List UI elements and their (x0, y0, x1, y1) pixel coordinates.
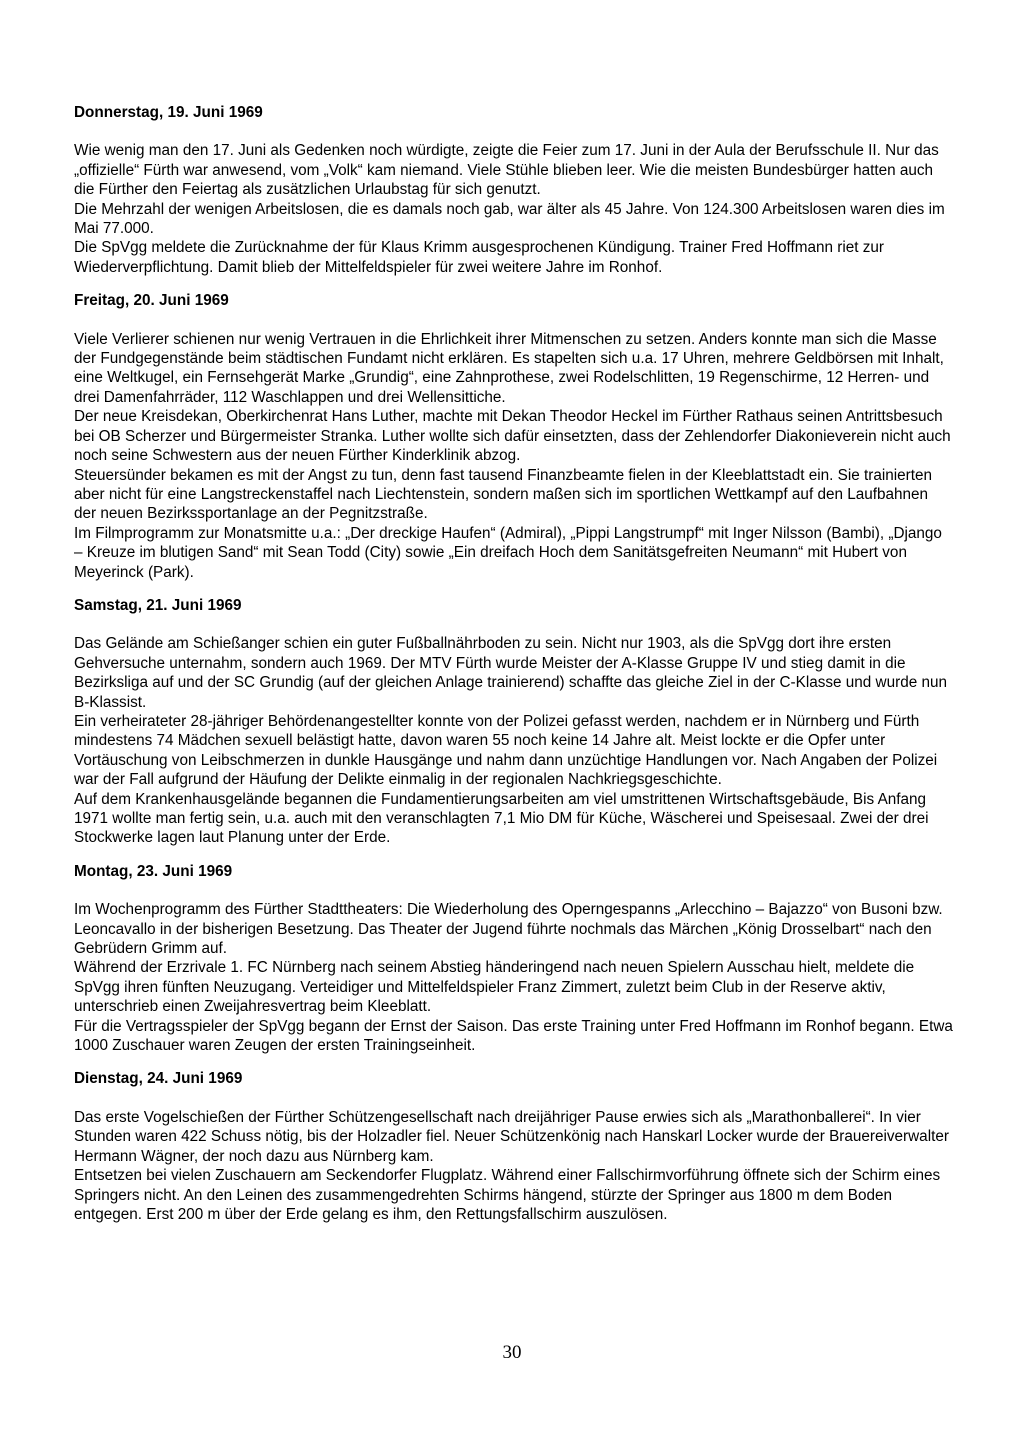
entry-body (74, 900, 954, 1055)
entry-paragraph: Viele Verlierer schienen nur wenig Vertrauen in die Ehrlichkeit ihrer Mitmenschen zu setzen. Anders konnte man sich die Masse der Fundgegenstände beim städtischen Fundamt nicht erklären. Es stapelten sich u.a. 17 Uhren, mehrere Geldbörsen mit Inhalt, eine Weltkugel, ein Fernsehgerät Marke „Grundig“, eine Zahnprothese, zwei Rodelschlitten, 19 Regenschirme, 12 Herren- und drei Damenfahrräder, 112 Waschlappen und drei Wellensittiche. (74, 330, 944, 406)
entry-paragraph: Die SpVgg meldete die Zurücknahme der für Klaus Krimm ausgesprochenen Kündigung. Trainer Fred Hoffmann riet zur Wiederverpflichtung. Damit blieb der Mittelfeldspieler für zwei weitere Jahre im Ronhof. (74, 239, 885, 276)
entry-1969-06-19 (74, 103, 954, 277)
entry-paragraph: Entsetzen bei vielen Zuschauern am Seckendorfer Flugplatz. Während einer Fallschirmvorführung öffnete sich der Schirm eines Springers nicht. An den Leinen des zusammengedrehten Schirms hängend, stürzte der Springer aus 1800 m dem Boden entgegen. Erst 200 m über der Erde gelang es ihm, den Rettungsfallschirm auszulösen. (74, 1167, 941, 1223)
entry-paragraph: Die Mehrzahl der wenigen Arbeitslosen, die es damals noch gab, war älter als 45 Jahre. Von 124.300 Arbeitslosen waren dies im Mai 77.000. (74, 200, 945, 238)
entry-body (74, 1108, 954, 1224)
entry-paragraph: Für die Vertragsspieler der SpVgg begann der Ernst der Saison. Das erste Training unter Fred Hoffmann im Ronhof begann. Etwa 1000 Zuschauer waren Zeugen der ersten Trainingseinheit. (74, 1017, 953, 1055)
entry-date: Donnerstag, 19. Juni 1969 (74, 104, 263, 121)
entry-1969-06-20 (74, 291, 954, 582)
entry-paragraph: Das Gelände am Schießanger schien ein guter Fußballnährboden zu sein. Nicht nur 1903, als die SpVgg dort ihre ersten Gehversuche unternahm, sondern auch 1969. Der MTV Fürth wurde Meister der A-Klasse Gruppe IV und stieg damit in die Bezirksliga auf und der SC Grundig (auf der gleichen Anlage trainierend) schaffte das gleiche Ziel in der C-Klasse und wurde nun B-Klassist. (74, 635, 947, 711)
entry-paragraph: Der neue Kreisdekan, Oberkirchenrat Hans Luther, machte mit Dekan Theodor Heckel im Fürther Rathaus seinen Antrittsbesuch bei OB Scherzer und Bürgermeister Stranka. Luther wollte sich dafür einsetzten, dass der Zehlendorfer Diakonieverein nicht auch noch seine Schwestern aus der neuen Fürther Kinderklinik abzog. (74, 408, 951, 465)
page-content (74, 103, 954, 1238)
entry-paragraph: Wie wenig man den 17. Juni als Gedenken noch würdigte, zeigte die Feier zum 17. Juni in der Aula der Berufsschule II. Nur das „offizielle“ Fürth war anwesend, vom „Volk“ kam niemand. Viele Stühle blieben leer. Wie die meisten Bundesbürger hatten auch die Fürther den Feiertag als zusätzlichen Urlaubstag für sich genutzt. (74, 142, 939, 199)
entry-paragraph: Während der Erzrivale 1. FC Nürnberg nach seinem Abstieg händeringend nach neuen Spielern Ausschau hielt, meldete die SpVgg ihren fünften Neuzugang. Verteidiger und Mittelfeldspieler Franz Zimmert, zuletzt beim Club in der Reserve aktiv, unterschrieb einen Zweijahresvertrag beim Kleeblatt. (74, 959, 915, 1016)
entry-paragraph: Ein verheirateter 28-jähriger Behördenangestellter konnte von der Polizei gefasst werden, nachdem er in Nürnberg und Fürth mindestens 74 Mädchen sexuell belästigt hatte, davon waren 55 noch keine 14 Jahre alt. Meist lockte er die Opfer unter Vortäuschung von Leibschmerzen in dunkle Hausgänge und nahm dann unzüchtige Handlungen vor. Nach Angaben der Polizei war der Fall aufgrund der Häufung der Delikte einmalig in der regionalen Nachkriegsgeschichte. (74, 712, 938, 789)
entry-paragraph: Im Wochenprogramm des Fürther Stadttheaters: Die Wiederholung des Operngespanns „Arlecchino – Bajazzo“ von Busoni bzw. Leoncavallo in der bisherigen Besetzung. Das Theater der Jugend führte nochmals das Märchen „König Drosselbart“ nach den Gebrüdern Grimm auf. (74, 901, 943, 958)
entry-date: Freitag, 20. Juni 1969 (74, 292, 229, 310)
entry-paragraph: Steuersünder bekamen es mit der Angst zu tun, denn fast tausend Finanzbeamte fielen in der Kleeblattstadt ein. Sie trainierten aber nicht für eine Langstreckenstaffel nach Liechtenstein, sondern maßen sich im sportlichen Wettkampf auf den Laufbahnen der neuen Bezirkssportanlage an der Pegnitzstraße. (74, 466, 932, 523)
entry-paragraph: Das erste Vogelschießen der Fürther Schützengesellschaft nach dreijähriger Pause erwies sich als „Marathonballerei“. In vier Stunden waren 422 Schuss nötig, bis der Holzadler fiel. Neuer Schützenkönig nach Hanskarl Locker wurde der Brauereiverwalter Hermann Wägner, der noch dazu aus Nürnberg kam. (74, 1108, 949, 1165)
entry-paragraph: Im Filmprogramm zur Monatsmitte u.a.: „Der dreckige Haufen“ (Admiral), „Pippi Langstrumpf“ mit Inger Nilsson (Bambi), „Django – Kreuze im blutigen Sand“ mit Sean Todd (City) sowie „Ein dreifach Hoch dem Sanitätsgefreiten Neumann“ mit Hubert von Meyerinck (Park). (74, 524, 942, 581)
entry-body (74, 141, 954, 277)
entry-date: Dienstag, 24. Juni 1969 (74, 1070, 243, 1088)
page-number: 30 (502, 1342, 522, 1363)
entry-paragraph: Auf dem Krankenhausgelände begannen die Fundamentierungsarbeiten am viel umstrittenen Wirtschaftsgebäude, Bis Anfang 1971 wollte man fertig sein, u.a. auch mit den veranschlagten 7,1 Mio DM für Küche, Wäscherei und Speisesaal. Zwei der drei Stockwerke lagen laut Planung unter der Erde. (74, 790, 929, 847)
entry-1969-06-21 (74, 596, 954, 848)
entry-date: Montag, 23. Juni 1969 (74, 862, 233, 880)
entry-1969-06-24 (74, 1069, 954, 1224)
entry-1969-06-23 (74, 862, 954, 1056)
entry-date: Samstag, 21. Juni 1969 (74, 596, 242, 614)
entry-body (74, 330, 954, 582)
entry-body (74, 634, 954, 847)
